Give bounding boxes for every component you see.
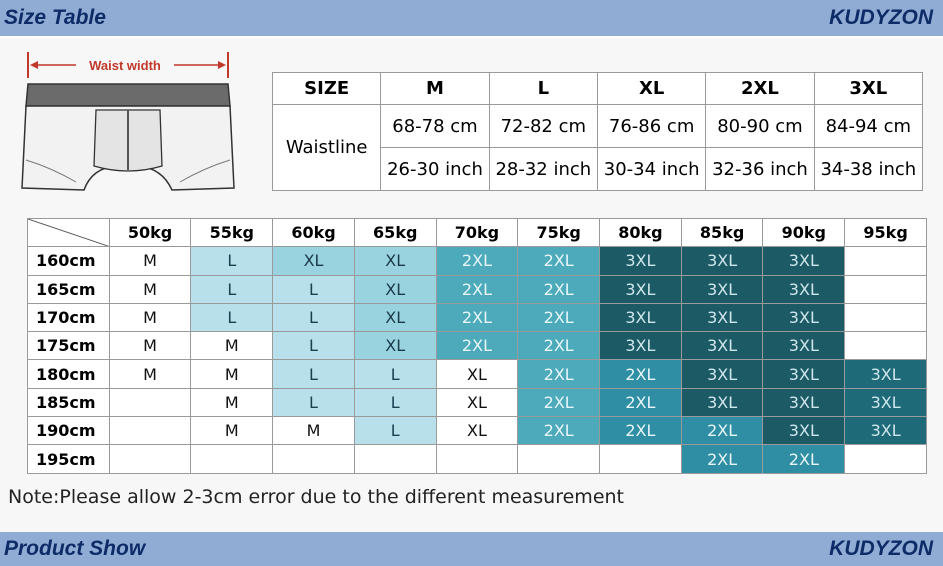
inch-cell: 28-32 inch bbox=[489, 148, 597, 191]
footer-band bbox=[0, 532, 943, 566]
size-cell: 3XL bbox=[600, 303, 682, 331]
size-cell: M bbox=[109, 247, 191, 275]
cm-cell: 68-78 cm bbox=[381, 105, 489, 148]
height-label: 180cm bbox=[28, 360, 110, 388]
size-cell: M bbox=[109, 303, 191, 331]
size-cell: 3XL bbox=[681, 332, 763, 360]
size-cell: M bbox=[191, 332, 273, 360]
size-cell: 2XL bbox=[600, 388, 682, 416]
cm-cell: 80-90 cm bbox=[706, 105, 814, 148]
size-cell: 3XL bbox=[763, 247, 845, 275]
size-cell bbox=[109, 445, 191, 473]
size-cell: 3XL bbox=[845, 417, 927, 445]
size-col: 2XL bbox=[706, 73, 814, 105]
table-row bbox=[28, 388, 927, 416]
size-cell: L bbox=[354, 360, 436, 388]
size-cell: L bbox=[273, 332, 355, 360]
size-cell bbox=[845, 247, 927, 275]
table-row bbox=[28, 445, 927, 473]
size-col: XL bbox=[597, 73, 705, 105]
briefs-illustration bbox=[12, 48, 242, 213]
weight-header: 50kg bbox=[109, 219, 191, 247]
size-cell: 3XL bbox=[681, 275, 763, 303]
weight-header: 80kg bbox=[600, 219, 682, 247]
table-row bbox=[28, 247, 927, 275]
size-col: 3XL bbox=[814, 73, 922, 105]
size-cell: L bbox=[273, 388, 355, 416]
size-cell: L bbox=[191, 247, 273, 275]
table-row bbox=[28, 360, 927, 388]
size-cell: M bbox=[191, 360, 273, 388]
size-cell: 3XL bbox=[681, 360, 763, 388]
size-cell: L bbox=[273, 360, 355, 388]
size-cell: 2XL bbox=[436, 303, 518, 331]
size-cell: 3XL bbox=[681, 247, 763, 275]
table-row bbox=[28, 275, 927, 303]
size-cell bbox=[109, 388, 191, 416]
size-cell: 2XL bbox=[518, 332, 600, 360]
cm-cell: 84-94 cm bbox=[814, 105, 922, 148]
size-cell: XL bbox=[436, 360, 518, 388]
size-col: M bbox=[381, 73, 489, 105]
size-cell: XL bbox=[436, 417, 518, 445]
size-cell bbox=[109, 417, 191, 445]
height-label: 165cm bbox=[28, 275, 110, 303]
weight-header: 85kg bbox=[681, 219, 763, 247]
page-title: Size Table bbox=[4, 6, 106, 29]
size-cell: L bbox=[273, 303, 355, 331]
table-corner bbox=[28, 219, 110, 247]
size-cell: 3XL bbox=[845, 388, 927, 416]
size-col: L bbox=[489, 73, 597, 105]
height-weight-table bbox=[27, 218, 927, 474]
size-cell: 3XL bbox=[600, 275, 682, 303]
cm-cell: 72-82 cm bbox=[489, 105, 597, 148]
waist-width-label: Waist width bbox=[89, 58, 161, 73]
size-cell bbox=[845, 303, 927, 331]
weight-header: 90kg bbox=[763, 219, 845, 247]
header-band bbox=[0, 0, 943, 36]
table-row bbox=[28, 332, 927, 360]
size-cell: 2XL bbox=[436, 332, 518, 360]
size-cell: M bbox=[109, 275, 191, 303]
size-cell: L bbox=[354, 388, 436, 416]
size-cell: XL bbox=[436, 388, 518, 416]
section-title: Product Show bbox=[4, 537, 146, 560]
size-cell: 2XL bbox=[763, 445, 845, 473]
height-label: 190cm bbox=[28, 417, 110, 445]
size-cell: XL bbox=[354, 303, 436, 331]
footer-brand-name: KUDYZON bbox=[829, 537, 933, 560]
weight-header: 60kg bbox=[273, 219, 355, 247]
weight-header: 75kg bbox=[518, 219, 600, 247]
size-cell bbox=[354, 445, 436, 473]
size-cell: M bbox=[109, 332, 191, 360]
inch-cell: 26-30 inch bbox=[381, 148, 489, 191]
size-table bbox=[272, 72, 923, 191]
size-cell: 3XL bbox=[763, 332, 845, 360]
size-cell: L bbox=[273, 275, 355, 303]
size-cell bbox=[191, 445, 273, 473]
size-cell: 3XL bbox=[681, 303, 763, 331]
size-cell: 3XL bbox=[763, 417, 845, 445]
cm-cell: 76-86 cm bbox=[597, 105, 705, 148]
size-cell: 3XL bbox=[681, 388, 763, 416]
weight-header: 65kg bbox=[354, 219, 436, 247]
size-cell: M bbox=[191, 388, 273, 416]
size-cell bbox=[518, 445, 600, 473]
size-cell: 3XL bbox=[600, 332, 682, 360]
size-cell: 2XL bbox=[518, 247, 600, 275]
brand-name: KUDYZON bbox=[829, 6, 933, 29]
table-row bbox=[28, 303, 927, 331]
weight-header: 70kg bbox=[436, 219, 518, 247]
size-cell bbox=[845, 332, 927, 360]
size-cell bbox=[436, 445, 518, 473]
note-text: Note:Please allow 2-3cm error due to the different measurement bbox=[8, 486, 624, 508]
size-cell: 3XL bbox=[763, 388, 845, 416]
size-cell: M bbox=[109, 360, 191, 388]
size-cell: L bbox=[354, 417, 436, 445]
size-cell: 2XL bbox=[681, 417, 763, 445]
size-cell: M bbox=[273, 417, 355, 445]
size-cell: XL bbox=[354, 275, 436, 303]
size-cell: 3XL bbox=[763, 360, 845, 388]
height-label: 170cm bbox=[28, 303, 110, 331]
size-cell: 2XL bbox=[600, 360, 682, 388]
size-cell bbox=[600, 445, 682, 473]
size-cell: 2XL bbox=[518, 417, 600, 445]
size-cell: 2XL bbox=[518, 360, 600, 388]
size-cell: XL bbox=[273, 247, 355, 275]
size-cell: L bbox=[191, 275, 273, 303]
weight-header: 55kg bbox=[191, 219, 273, 247]
size-cell: 2XL bbox=[436, 247, 518, 275]
size-cell: 2XL bbox=[518, 275, 600, 303]
size-cell: 3XL bbox=[763, 275, 845, 303]
size-cell: L bbox=[191, 303, 273, 331]
size-cell: 3XL bbox=[845, 360, 927, 388]
table-row bbox=[28, 417, 927, 445]
size-cell bbox=[273, 445, 355, 473]
size-header: SIZE bbox=[273, 73, 381, 105]
size-cell: M bbox=[191, 417, 273, 445]
size-cell: 2XL bbox=[436, 275, 518, 303]
weight-header: 95kg bbox=[845, 219, 927, 247]
size-cell: XL bbox=[354, 247, 436, 275]
size-cell: 3XL bbox=[600, 247, 682, 275]
size-cell bbox=[845, 445, 927, 473]
inch-cell: 32-36 inch bbox=[706, 148, 814, 191]
size-cell: 2XL bbox=[518, 388, 600, 416]
height-label: 175cm bbox=[28, 332, 110, 360]
size-cell: 2XL bbox=[681, 445, 763, 473]
size-cell: 2XL bbox=[518, 303, 600, 331]
inch-cell: 30-34 inch bbox=[597, 148, 705, 191]
size-cell: 3XL bbox=[763, 303, 845, 331]
size-cell: XL bbox=[354, 332, 436, 360]
height-label: 160cm bbox=[28, 247, 110, 275]
size-cell: 2XL bbox=[600, 417, 682, 445]
waistline-label: Waistline bbox=[273, 105, 381, 191]
height-label: 185cm bbox=[28, 388, 110, 416]
inch-cell: 34-38 inch bbox=[814, 148, 922, 191]
size-cell bbox=[845, 275, 927, 303]
height-label: 195cm bbox=[28, 445, 110, 473]
